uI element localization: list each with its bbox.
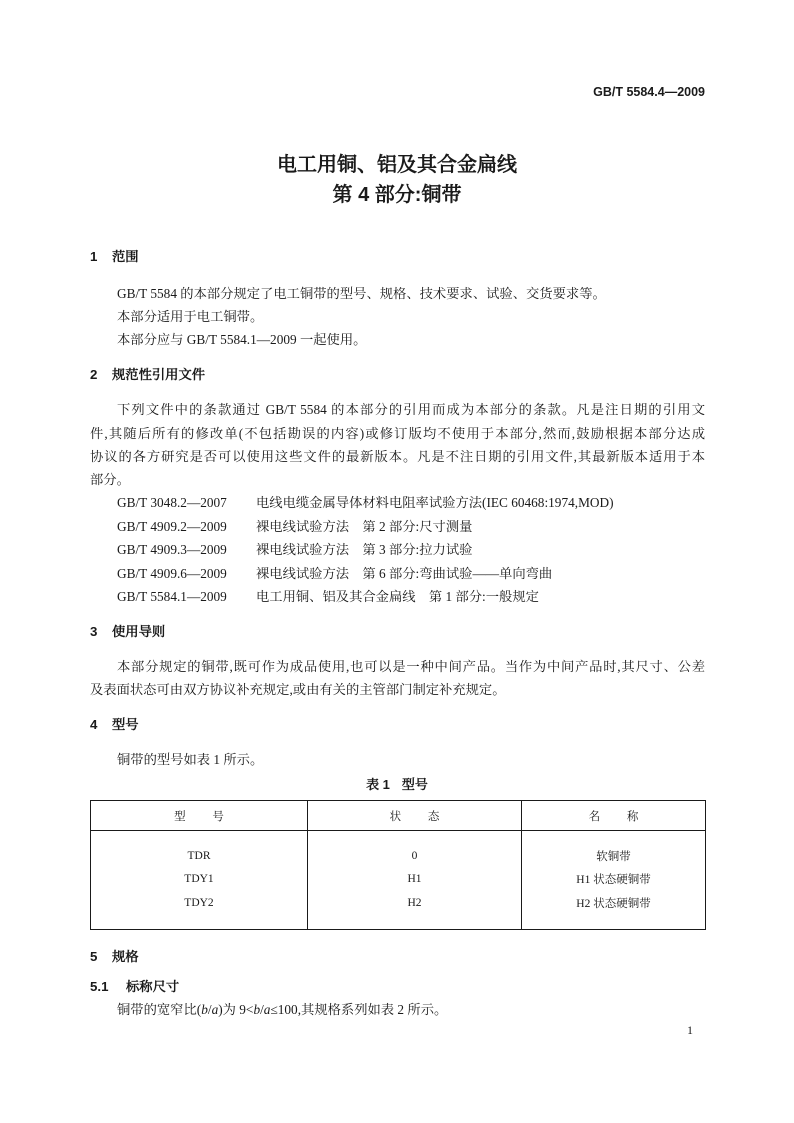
reference-code: GB/T 3048.2—2007: [117, 495, 227, 510]
column-header-state: 状 态: [308, 801, 522, 831]
document-subtitle: 第 4 部分:铜带: [332, 184, 462, 206]
table-cell: H2 状态硬铜带: [522, 891, 706, 929]
page-number: 1: [687, 1023, 693, 1037]
table-header-row: [91, 801, 706, 831]
document-title: 电工用铜、铝及其合金扁线: [277, 154, 517, 176]
text-segment: ≤100,其规格系列如表 2 所示。: [270, 1002, 448, 1017]
table-caption-label: 表 1: [366, 777, 390, 792]
reference-code: GB/T 4909.6—2009: [117, 566, 227, 581]
variable-a: a: [263, 1002, 271, 1017]
reference-title: 电工用铜、铝及其合金扁线 第 1 部分:一般规定: [256, 589, 539, 604]
table-cell: H1 状态硬铜带: [522, 868, 706, 892]
table-cell: H2: [308, 891, 522, 929]
reference-title: 裸电线试验方法 第 2 部分:尺寸测量: [256, 519, 473, 534]
text-segment: /: [207, 1002, 212, 1017]
table-caption: [0, 776, 794, 794]
section-title: 使用导则: [112, 624, 166, 639]
reference-item: [117, 518, 472, 536]
section-number: 4: [90, 717, 98, 732]
section-title: 规格: [112, 949, 139, 964]
paragraph-line: [117, 1001, 447, 1019]
reference-item: [117, 588, 539, 606]
section-number: 2: [90, 367, 98, 382]
subsection-title: 标称尺寸: [126, 979, 180, 994]
standard-number: GB/T 5584.4—2009: [593, 85, 705, 99]
reference-code: GB/T 4909.2—2009: [117, 519, 227, 534]
paragraph-line: 铜带的型号如表 1 所示。: [117, 752, 264, 767]
section-title: 范围: [112, 249, 139, 264]
table-cell: H1: [308, 868, 522, 892]
paragraph-line: GB/T 5584 的本部分规定了电工铜带的型号、规格、技术要求、试验、交货要求等。: [117, 286, 606, 301]
text-segment: )为 9<: [218, 1002, 254, 1017]
reference-item: [117, 565, 552, 583]
model-table: [90, 800, 706, 930]
section-number: 3: [90, 624, 98, 639]
table-row: [91, 868, 706, 892]
variable-b: b: [253, 1002, 261, 1017]
table-row: [91, 831, 706, 868]
variable-b: b: [201, 1002, 208, 1017]
paragraph-line: 部分。: [90, 472, 130, 487]
table-cell: TDR: [91, 831, 308, 868]
reference-title: 裸电线试验方法 第 6 部分:弯曲试验——单向弯曲: [256, 566, 553, 581]
reference-item: [117, 494, 614, 512]
column-header-name: 名 称: [522, 801, 706, 831]
table-caption-title: 型号: [401, 777, 428, 792]
paragraph-line: 件,其随后所有的修改单(不包括勘误的内容)或修订版均不使用于本部分,然而,鼓励根据本部分达成: [90, 426, 705, 441]
section-number: 1: [90, 249, 98, 264]
section-heading-usage-guide: [90, 623, 165, 641]
column-header-model: 型 号: [91, 801, 308, 831]
variable-a: a: [211, 1002, 219, 1017]
paragraph-line: 本部分应与 GB/T 5584.1—2009 一起使用。: [117, 332, 367, 347]
section-heading-normative-references: [90, 366, 205, 384]
table-cell: TDY2: [91, 891, 308, 929]
section-heading-model: [90, 716, 139, 734]
section-title: 规范性引用文件: [112, 367, 206, 382]
table-row: [91, 891, 706, 929]
paragraph-line: 下列文件中的条款通过 GB/T 5584 的本部分的引用而成为本部分的条款。凡是注日期的引用文: [117, 402, 705, 417]
table-cell: 0: [308, 831, 522, 868]
reference-item: [117, 541, 472, 559]
section-heading-specification: [90, 948, 139, 966]
subsection-heading-nominal-size: [90, 978, 179, 996]
table-cell: TDY1: [91, 868, 308, 892]
reference-title: 电线电缆金属导体材料电阻率试验方法(IEC 60468:1974,MOD): [256, 495, 614, 510]
paragraph-line: 本部分规定的铜带,既可作为成品使用,也可以是一种中间产品。当作为中间产品时,其尺寸、公差: [117, 659, 705, 674]
subsection-number: 5.1: [90, 979, 109, 994]
table-cell: 软铜带: [522, 831, 706, 868]
section-heading-scope: [90, 248, 139, 266]
reference-code: GB/T 5584.1—2009: [117, 589, 227, 604]
reference-code: GB/T 4909.3—2009: [117, 542, 227, 557]
section-number: 5: [90, 949, 98, 964]
paragraph-line: 协议的各方研究是否可以使用这些文件的最新版本。凡是不注日期的引用文件,其最新版本适用于本: [90, 449, 705, 464]
paragraph-line: 本部分适用于电工铜带。: [117, 309, 264, 324]
paragraph-line: 及表面状态可由双方协议补充规定,或由有关的主管部门制定补充规定。: [90, 682, 506, 697]
section-title: 型号: [112, 717, 139, 732]
text-segment: /: [260, 1002, 264, 1017]
reference-title: 裸电线试验方法 第 3 部分:拉力试验: [256, 542, 473, 557]
text-segment: 铜带的宽窄比(: [117, 1002, 202, 1017]
